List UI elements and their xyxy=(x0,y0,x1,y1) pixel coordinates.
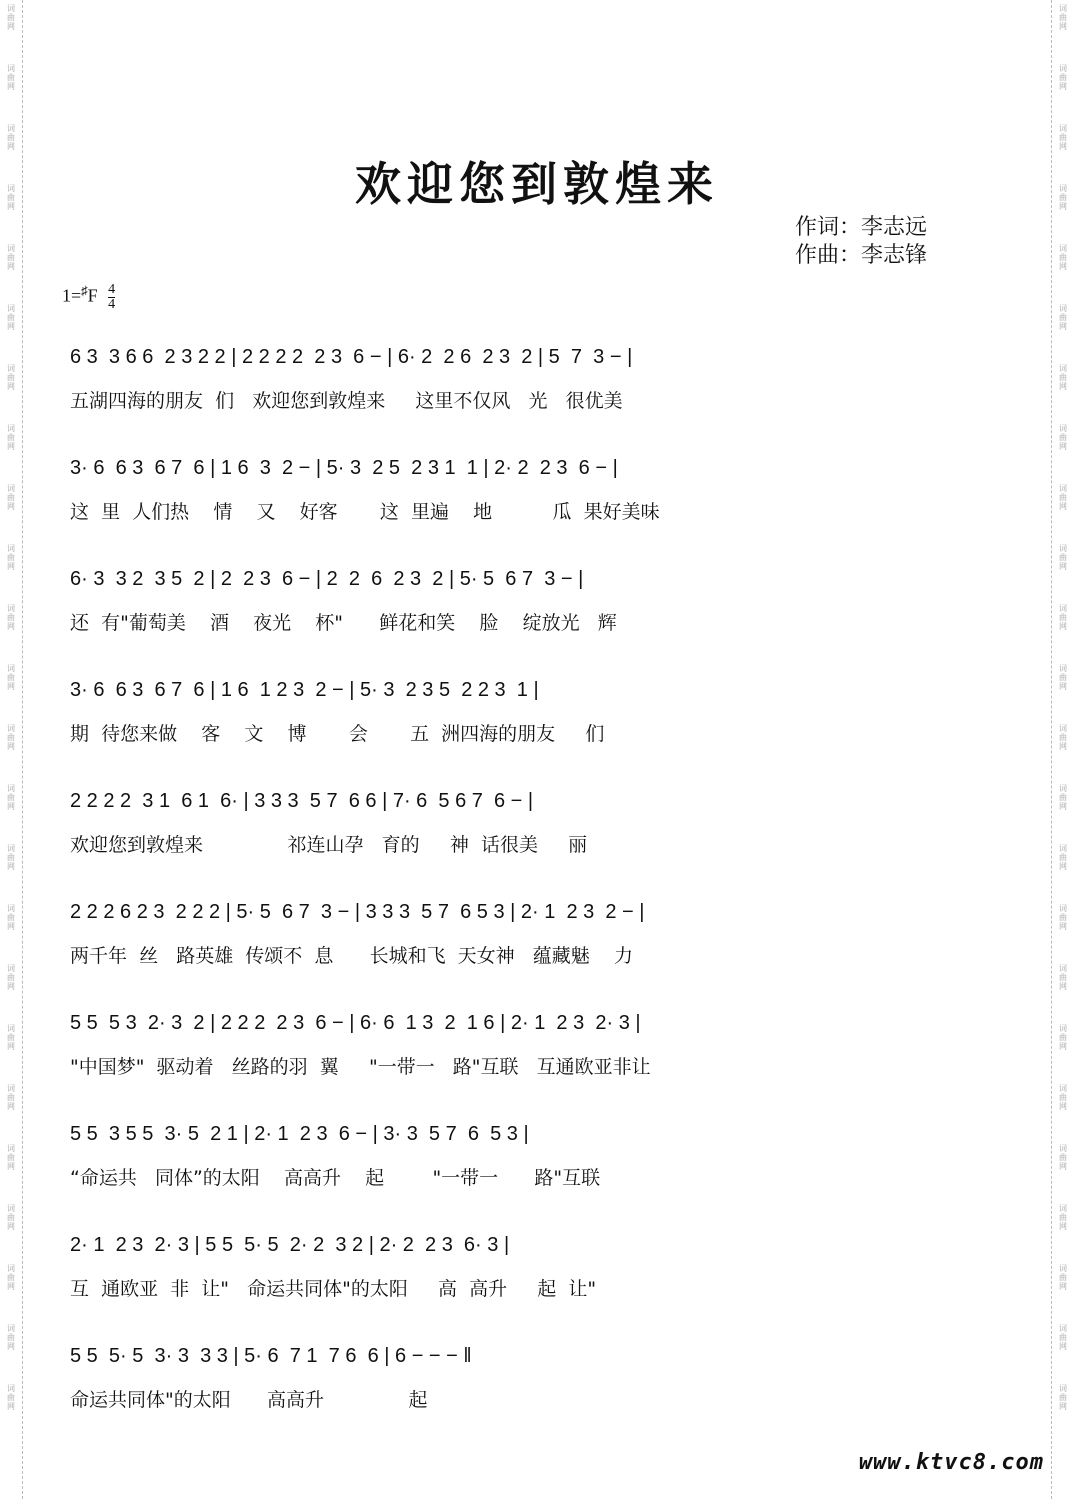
watermark-text: 词曲网 xyxy=(7,1144,15,1171)
score-system-2 xyxy=(70,451,962,551)
watermark-text: 词曲网 xyxy=(1059,124,1067,151)
watermark-text: 词曲网 xyxy=(1059,964,1067,991)
time-signature-top: 4 xyxy=(108,282,116,297)
watermark-text: 词曲网 xyxy=(7,4,15,31)
watermark-text: 词曲网 xyxy=(1059,724,1067,751)
notation-line: 6 3 3 6 6 2 3 2 2 | 2 2 2 2 2 3 6 − | 6· 2 2 6 2 3 2 | 5 7 3 − | xyxy=(70,346,633,368)
lyrics-line: 还 有"葡萄美 酒 夜光 杯" 鲜花和笑 脸 绽放光 辉 xyxy=(70,612,617,634)
watermark-text: 词曲网 xyxy=(7,1324,15,1351)
key-prefix: 1= xyxy=(62,285,82,306)
song-title: 欢迎您到敦煌来 xyxy=(355,157,719,211)
key-signature xyxy=(62,283,115,312)
lyrics-line: 命运共同体"的太阳 高高升 起 xyxy=(70,1389,428,1411)
notation-line: 2· 1 2 3 2· 3 | 5 5 5· 5 2· 2 3 2 | 2· 2 2 3 6· 3 | xyxy=(70,1234,510,1256)
watermark-text: 词曲网 xyxy=(7,1204,15,1231)
watermark-text: 词曲网 xyxy=(1059,184,1067,211)
watermark-text: 词曲网 xyxy=(7,664,15,691)
watermark-text: 词曲网 xyxy=(7,184,15,211)
lyrics-line: 五湖四海的朋友 们 欢迎您到敦煌来 这里不仅风 光 很优美 xyxy=(70,390,623,412)
notation-line: 5 5 3 5 5 3· 5 2 1 | 2· 1 2 3 6 − | 3· 3 5 7 6 5 3 | xyxy=(70,1123,529,1145)
watermark-text: 词曲网 xyxy=(1059,784,1067,811)
watermark-text: 词曲网 xyxy=(1059,844,1067,871)
watermark-text: 词曲网 xyxy=(7,784,15,811)
watermark-text: 词曲网 xyxy=(7,1024,15,1051)
score-system-5 xyxy=(70,784,962,884)
lyrics-line: 这 里 人们热 情 又 好客 这 里遍 地 瓜 果好美味 xyxy=(70,501,660,523)
watermark-text: 词曲网 xyxy=(1059,424,1067,451)
credits xyxy=(795,214,927,270)
watermark-text: 词曲网 xyxy=(1059,1264,1067,1291)
watermark-text: 词曲网 xyxy=(7,484,15,511)
watermark-text: 词曲网 xyxy=(1059,904,1067,931)
watermark-text: 词曲网 xyxy=(1059,1204,1067,1231)
watermark-text: 词曲网 xyxy=(7,964,15,991)
watermark-text: 词曲网 xyxy=(7,1384,15,1411)
watermark-text: 词曲网 xyxy=(7,304,15,331)
watermark-text: 词曲网 xyxy=(7,64,15,91)
score-system-3 xyxy=(70,562,962,662)
lyrics-line: 欢迎您到敦煌来 祁连山孕 育的 神 话很美 丽 xyxy=(70,834,588,856)
watermark-text: 词曲网 xyxy=(1059,304,1067,331)
score-system-9 xyxy=(70,1228,962,1328)
notation-line: 6· 3 3 2 3 5 2 | 2 2 3 6 − | 2 2 6 2 3 2 | 5· 5 6 7 3 − | xyxy=(70,568,584,590)
lyrics-line: 互 通欧亚 非 让" 命运共同体"的太阳 高 高升 起 让" xyxy=(70,1278,597,1300)
sharp-sign: ♯ xyxy=(81,282,88,298)
notation-line: 3· 6 6 3 6 7 6 | 1 6 1 2 3 2 − | 5· 3 2 3 5 2 2 3 1 | xyxy=(70,679,539,701)
notation-line: 5 5 5 3 2· 3 2 | 2 2 2 2 3 6 − | 6· 6 1 3 2 1 6 | 2· 1 2 3 2· 3 | xyxy=(70,1012,641,1034)
watermark-text: 词曲网 xyxy=(7,544,15,571)
watermark-text: 词曲网 xyxy=(7,904,15,931)
watermark-text: 词曲网 xyxy=(1059,1024,1067,1051)
watermark-text: 词曲网 xyxy=(7,244,15,271)
score-system-1 xyxy=(70,340,962,440)
lyrics-line: 期 待您来做 客 文 博 会 五 洲四海的朋友 们 xyxy=(70,723,605,745)
notation-line: 5 5 5· 5 3· 3 3 3 | 5· 6 7 1 7 6 6 | 6 − − − ‖ xyxy=(70,1345,472,1367)
watermark-text: 词曲网 xyxy=(1059,1384,1067,1411)
notation-line: 2 2 2 6 2 3 2 2 2 | 5· 5 6 7 3 − | 3 3 3 5 7 6 5 3 | 2· 1 2 3 2 − | xyxy=(70,901,645,923)
watermark-text: 词曲网 xyxy=(7,124,15,151)
watermark-text: 词曲网 xyxy=(1059,484,1067,511)
watermark-text: 词曲网 xyxy=(7,1264,15,1291)
watermark-text: 词曲网 xyxy=(7,424,15,451)
watermark-text: 词曲网 xyxy=(7,844,15,871)
right-watermark-strip xyxy=(1051,0,1074,1499)
watermark-text: 词曲网 xyxy=(7,364,15,391)
time-signature-bottom: 4 xyxy=(108,297,116,312)
notation-line: 3· 6 6 3 6 7 6 | 1 6 3 2 − | 5· 3 2 5 2 3 1 1 | 2· 2 2 3 6 − | xyxy=(70,457,618,479)
watermark-text: 词曲网 xyxy=(1059,1084,1067,1111)
watermark-text: 词曲网 xyxy=(1059,244,1067,271)
score-system-6 xyxy=(70,895,962,995)
lyrics-line: 两千年 丝 路英雄 传颂不 息 长城和飞 天女神 蕴藏魅 力 xyxy=(70,945,633,967)
watermark-text: 词曲网 xyxy=(1059,4,1067,31)
watermark-text: 词曲网 xyxy=(1059,1324,1067,1351)
left-watermark-strip xyxy=(0,0,23,1499)
score-system-7 xyxy=(70,1006,962,1106)
watermark-text: 词曲网 xyxy=(7,1084,15,1111)
notation-line: 2 2 2 2 3 1 6 1 6· | 3 3 3 5 7 6 6 | 7· 6 5 6 7 6 − | xyxy=(70,790,534,812)
website-watermark: www.ktvc8.com xyxy=(858,1450,1044,1475)
watermark-text: 词曲网 xyxy=(1059,1144,1067,1171)
lyrics-line: “命运共 同体”的太阳 高高升 起 "一带一 路"互联 xyxy=(70,1167,601,1189)
score-system-10 xyxy=(70,1339,962,1439)
watermark-text: 词曲网 xyxy=(7,604,15,631)
composer-credit: 作曲：李志锋 xyxy=(795,243,928,268)
watermark-text: 词曲网 xyxy=(1059,544,1067,571)
score-system-8 xyxy=(70,1117,962,1217)
lyrics-line: "中国梦" 驱动着 丝路的羽 翼 "一带一 路"互联 互通欧亚非让 xyxy=(70,1056,651,1078)
watermark-text: 词曲网 xyxy=(1059,604,1067,631)
score-system-4 xyxy=(70,673,962,773)
watermark-text: 词曲网 xyxy=(1059,364,1067,391)
watermark-text: 词曲网 xyxy=(1059,64,1067,91)
time-signature xyxy=(108,283,115,312)
lyricist-credit: 作词：李志远 xyxy=(795,215,928,240)
watermark-text: 词曲网 xyxy=(1059,664,1067,691)
watermark-text: 词曲网 xyxy=(7,724,15,751)
key-note: F xyxy=(87,285,98,306)
